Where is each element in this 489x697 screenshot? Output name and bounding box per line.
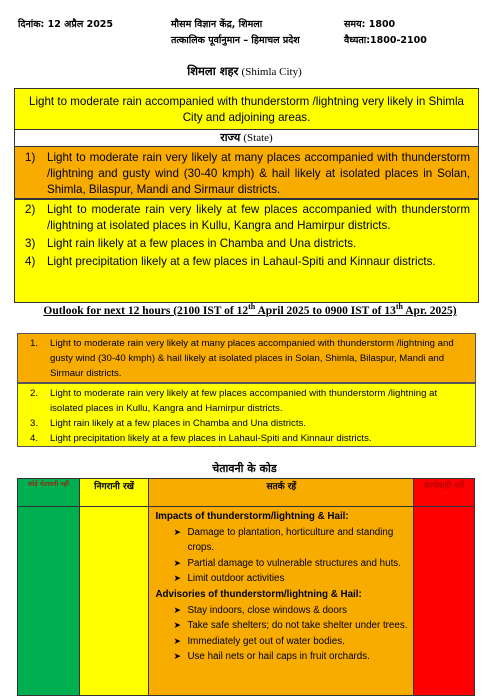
state-title-hindi: राज्य [220, 131, 241, 144]
advisory-item [155, 634, 409, 650]
advisory-text: Take safe shelters; do not take shelter under trees. [187, 620, 408, 632]
warning-codes-title: चेतावनी के कोड [212, 462, 277, 475]
warning-column-red [414, 479, 474, 695]
warning-body-red [414, 507, 474, 695]
item-number: 3. [30, 418, 39, 429]
city-title-english: (Shimla City) [241, 66, 302, 78]
warning-body-yellow [80, 507, 149, 695]
item-text: Light to moderate rain very likely at many places accompanied with thunderstorm /lightning and gusty wind (30-40 kmph) & hail likely at isolated places in Solan, Shimla, Bilaspur, Mandi and Sirmaur districts. [47, 151, 470, 196]
nowcast-title: तत्कालिक पूर्वानुमान – हिमाचल प्रदेश [171, 35, 300, 46]
item-text: Light to moderate rain very likely at many places accompanied with thunderstorm /lightning and gusty wind (30-40 kmph) & hail likely at isolated places in Solan, Shimla, Bilaspur, Mandi and Sirmaur districts. [50, 338, 454, 379]
warning-codes-table [17, 478, 475, 696]
outlook-superscript: th [395, 302, 404, 312]
state-forecast-item [25, 254, 470, 270]
item-text: Light rain likely at a few places in Chamba and Una districts. [47, 237, 357, 250]
advisory-text: Immediately get out of water bodies. [187, 635, 345, 647]
item-text: Light to moderate rain very likely at few places accompanied with thunderstorm /lightning at isolated places in Kullu, Kangra and Hamirpur districts. [47, 203, 470, 232]
state-forecast-orange [14, 146, 479, 199]
item-number: 1) [25, 151, 36, 164]
warning-column-green [18, 479, 80, 695]
advisory-text: Stay indoors, close windows & doors [187, 604, 347, 616]
impact-text: Partial damage to vulnerable structures and huts. [187, 557, 401, 569]
outlook-item [30, 336, 465, 381]
arrow-bullet-icon: ➤ [173, 620, 181, 631]
outlook-forecast-orange [17, 333, 476, 383]
item-text: Light to moderate rain very likely at few places accompanied with thunderstorm /lightning at isolated places in Kullu, Kangra and Hamirpur districts. [50, 388, 438, 414]
outlook-heading-part: Apr. 2025) [403, 305, 457, 317]
issue-date: दिनांक: 12 अप्रैल 2025 [18, 19, 114, 30]
item-text: Light rain likely at a few places in Chamba and Una districts. [50, 418, 306, 429]
item-number: 4. [30, 433, 39, 444]
warning-body-green [18, 507, 79, 695]
advisory-item [155, 649, 409, 665]
office-name: मौसम विज्ञान केंद्र, शिमला [171, 19, 263, 30]
impact-text: Damage to plantation, horticulture and standing crops. [187, 526, 394, 554]
warning-head-red: कार्यवाही करें [414, 479, 474, 507]
outlook-forecast-yellow [17, 383, 476, 447]
bulletin-header [14, 13, 479, 47]
arrow-bullet-icon: ➤ [173, 526, 181, 537]
impact-text: Limit outdoor activities [187, 573, 285, 585]
item-number: 4) [25, 255, 36, 268]
state-forecast-item [25, 236, 470, 252]
arrow-bullet-icon: ➤ [173, 635, 181, 646]
state-title-english: (State) [243, 132, 273, 144]
impact-item [155, 571, 409, 587]
item-number: 2) [25, 203, 36, 216]
item-text: Light precipitation likely at a few places in Lahaul-Spiti and Kinnaur districts. [47, 255, 436, 268]
state-forecast-yellow [14, 199, 479, 303]
item-number: 3) [25, 237, 36, 250]
warning-head-orange: सतर्क रहें [149, 479, 413, 507]
outlook-item [30, 416, 465, 431]
impacts-heading: Impacts of thunderstorm/lightning & Hail: [155, 511, 349, 522]
issue-time: समय: 1800 [344, 19, 396, 30]
item-number: 1. [30, 338, 39, 349]
item-text: Light precipitation likely at a few places in Lahaul-Spiti and Kinnaur districts. [50, 433, 372, 444]
impact-item [155, 556, 409, 572]
outlook-superscript: th [248, 302, 256, 312]
arrow-bullet-icon: ➤ [173, 604, 181, 615]
state-forecast-item [25, 150, 470, 198]
arrow-bullet-icon: ➤ [173, 651, 181, 662]
state-section-title [14, 130, 479, 146]
advisory-item [155, 603, 409, 619]
city-forecast: Light to moderate rain accompanied with thunderstorm /lightning very likely in Shimla City and adjoining areas. [14, 88, 479, 130]
outlook-item [30, 431, 465, 446]
warning-body-orange [149, 507, 413, 695]
outlook-heading-part: April 2025 to 0900 IST of 13 [255, 305, 396, 317]
impact-item [155, 525, 409, 556]
advisory-text: Use hail nets or hail caps in fruit orchards. [187, 651, 370, 663]
advisory-item [155, 618, 409, 634]
warning-column-yellow [80, 479, 150, 695]
arrow-bullet-icon: ➤ [173, 573, 181, 584]
advisories-heading: Advisories of thunderstorm/lightning & Hail: [155, 588, 362, 600]
outlook-item [30, 386, 465, 416]
validity-period: वैध्यता:1800-2100 [344, 35, 427, 46]
item-number: 2. [30, 388, 39, 399]
warning-column-orange [149, 479, 414, 695]
outlook-heading [40, 304, 460, 318]
state-forecast-item [25, 202, 470, 234]
warning-head-yellow: निगरानी रखें [80, 479, 149, 507]
outlook-heading-part: Outlook for next 12 hours (2100 IST of 12 [43, 305, 249, 317]
city-title-hindi: शिमला शहर [187, 64, 239, 78]
warning-head-green: कोई चेतावनी नहीं [18, 479, 79, 507]
arrow-bullet-icon: ➤ [173, 557, 181, 568]
city-section-title [0, 64, 489, 79]
